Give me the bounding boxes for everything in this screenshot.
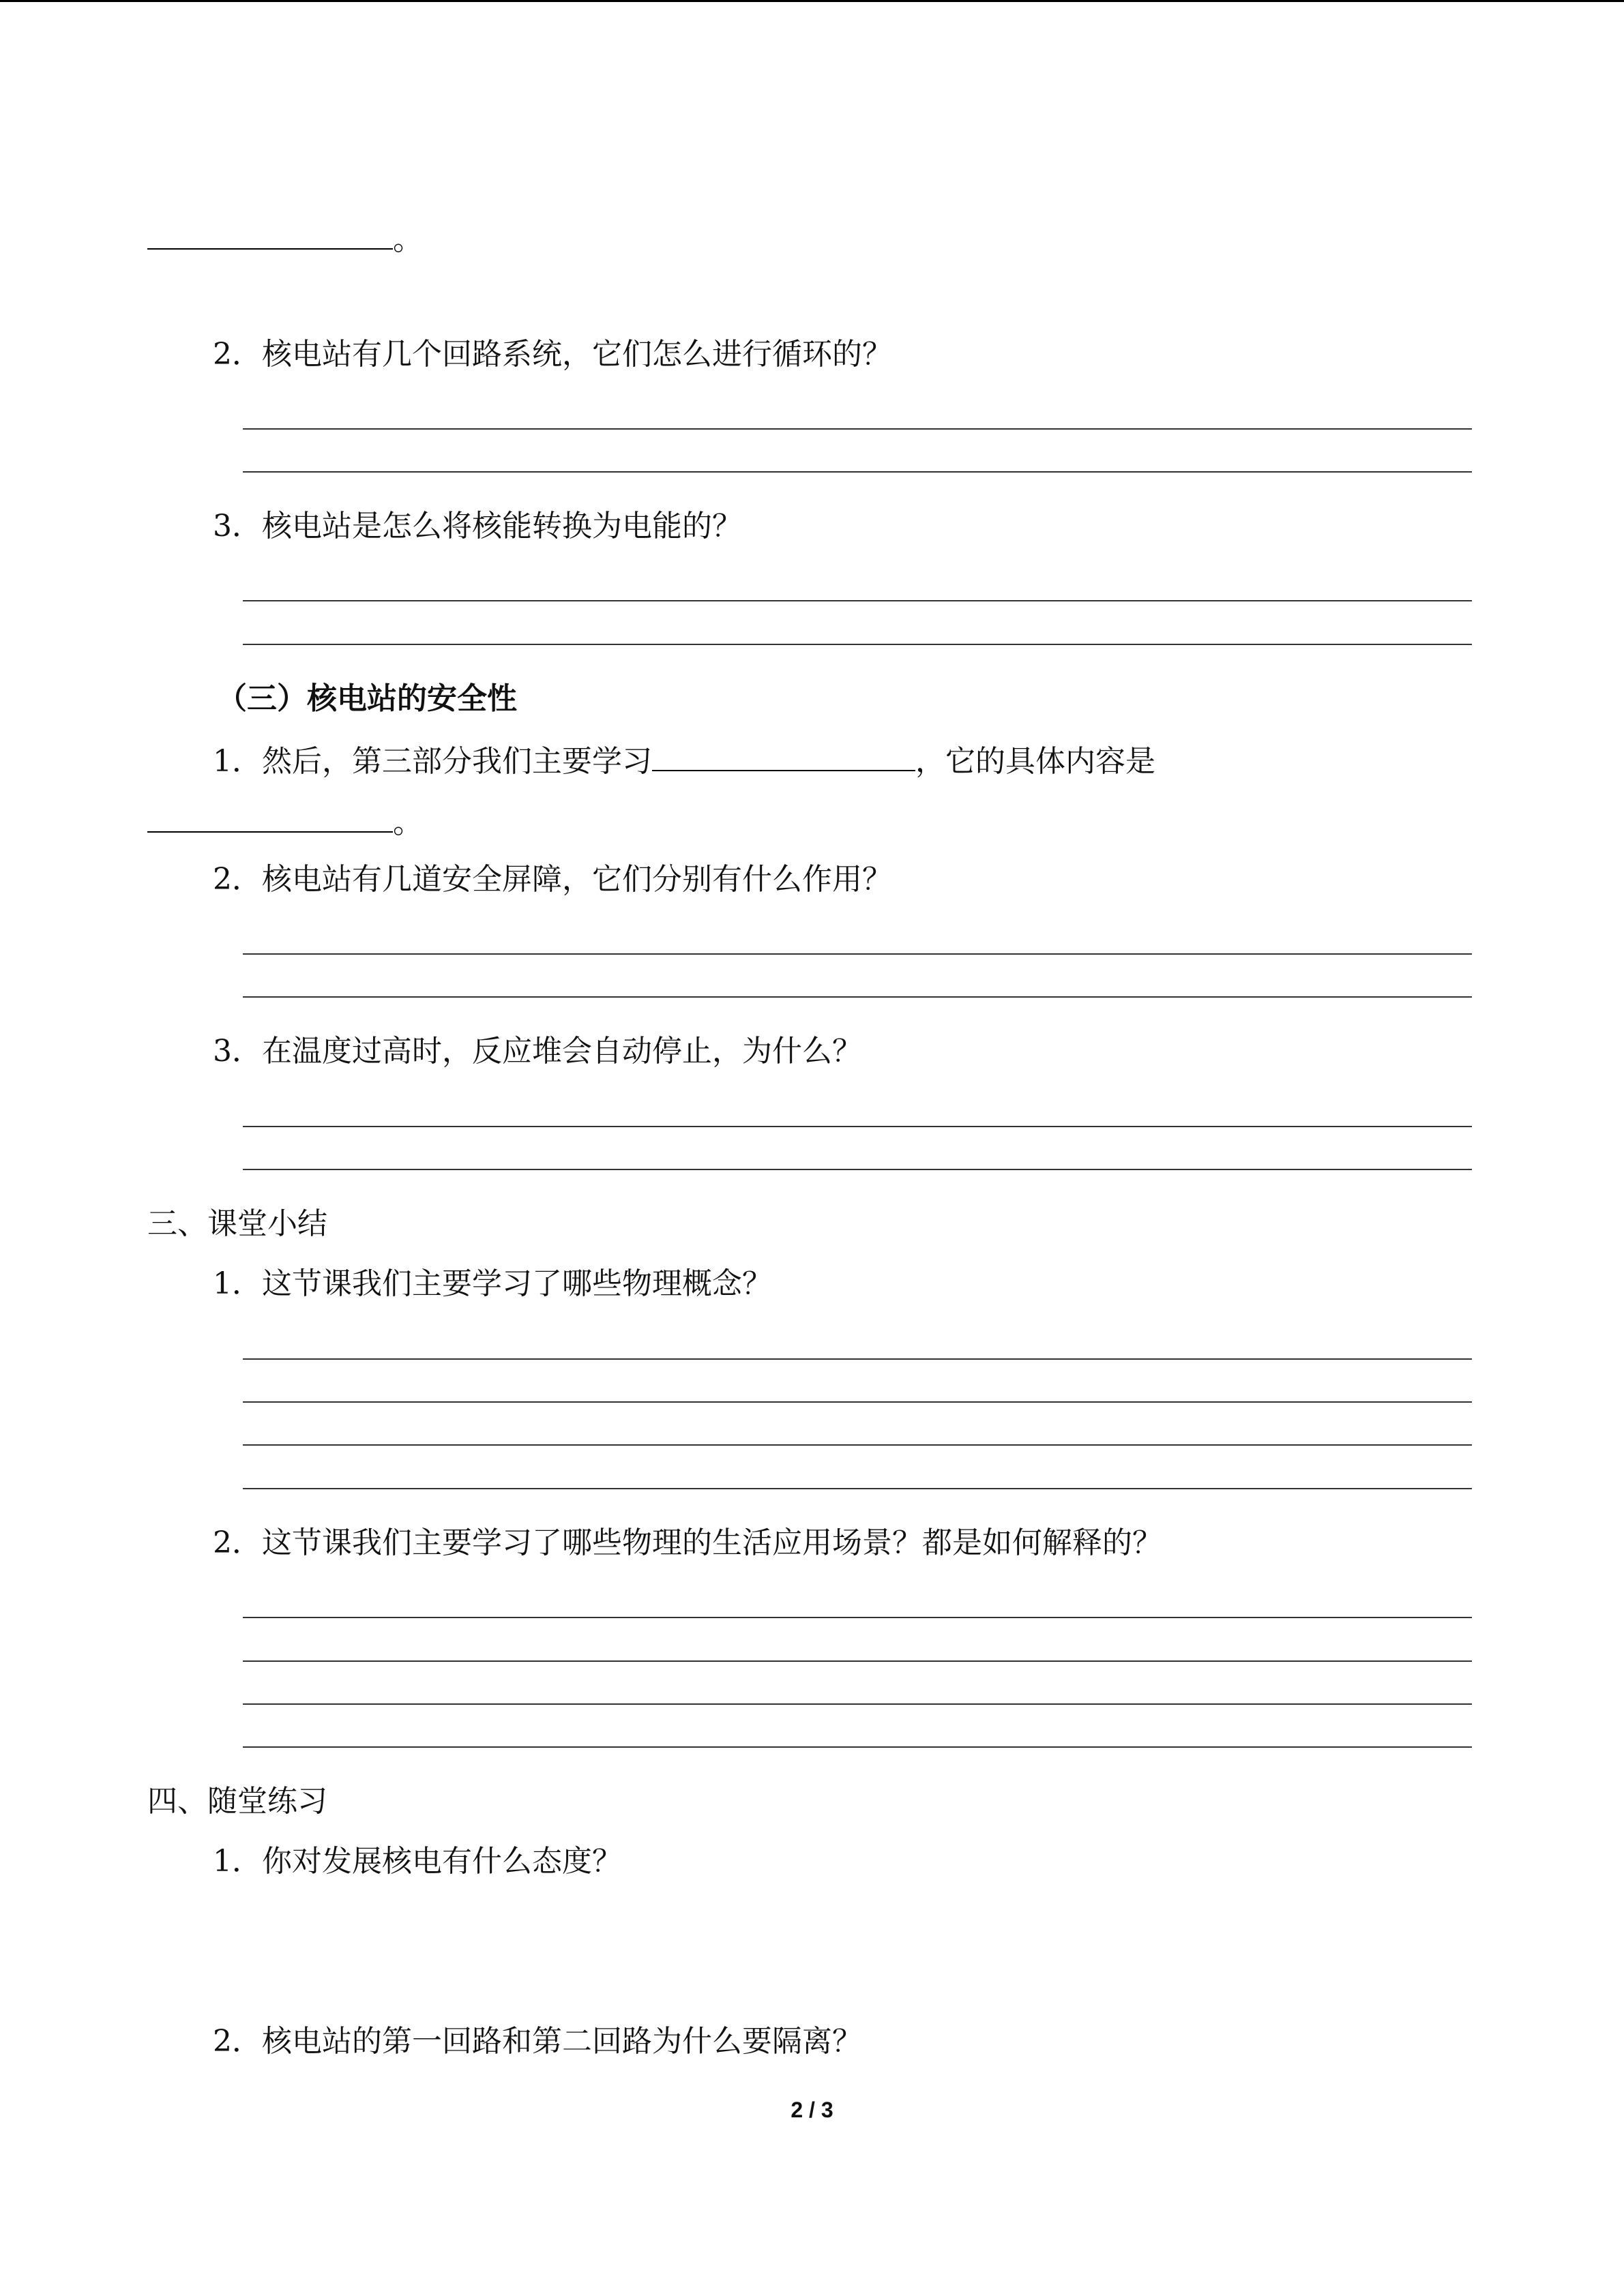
question-text: 3．在温度过高时，反应堆会自动停止，为什么？ [213, 1034, 862, 1069]
answer-line[interactable] [243, 1358, 1472, 1360]
answer-line[interactable] [243, 996, 1472, 998]
question-text: 2．核电站有几道安全屏障，它们分别有什么作用？ [213, 862, 892, 897]
answer-line[interactable] [243, 644, 1472, 645]
question-text: 1．这节课我们主要学习了哪些物理概念？ [213, 1266, 772, 1301]
answer-line[interactable] [243, 1660, 1472, 1662]
question-text: 1．然后，第三部分我们主要学习 [213, 744, 652, 779]
question-text: 2．这节课我们主要学习了哪些物理的生活应用场景？都是如何解释的？ [213, 1525, 1162, 1560]
answer-line[interactable] [243, 1169, 1472, 1170]
continuation-line [147, 218, 423, 259]
answer-line[interactable] [243, 1126, 1472, 1127]
answer-line[interactable] [243, 953, 1472, 955]
answer-line[interactable] [243, 428, 1472, 430]
question-text: 3．核电站是怎么将核能转换为电能的？ [213, 509, 742, 543]
section-heading: 三、课堂小结 [147, 1206, 327, 1241]
question-text: 2．核电站有几个回路系统，它们怎么进行循环的？ [213, 337, 892, 372]
answer-line[interactable] [243, 1617, 1472, 1618]
answer-line[interactable] [243, 1444, 1472, 1446]
end-mark: 。 [393, 222, 423, 257]
answer-line[interactable] [243, 471, 1472, 473]
end-mark: 。 [393, 805, 423, 840]
fill-blank[interactable] [147, 801, 393, 833]
fill-blank[interactable] [652, 740, 915, 771]
answer-line[interactable] [243, 600, 1472, 601]
answer-line[interactable] [243, 1488, 1472, 1489]
answer-line[interactable] [243, 1703, 1472, 1705]
section-heading: 四、随堂练习 [147, 1784, 327, 1819]
answer-line[interactable] [243, 1401, 1472, 1403]
fill-blank[interactable] [147, 218, 393, 250]
section-heading: （三）核电站的安全性 [217, 681, 517, 716]
continuation-line [147, 801, 423, 842]
question-text: 1．你对发展核电有什么态度？ [213, 1844, 622, 1879]
question-text: 2．核电站的第一回路和第二回路为什么要隔离？ [213, 2024, 862, 2059]
fill-in-question [213, 740, 1155, 781]
page-top-border [0, 0, 1624, 2]
question-text: ，它的具体内容是 [915, 744, 1155, 779]
page-number: 2 / 3 [791, 2098, 833, 2122]
answer-line[interactable] [243, 1746, 1472, 1748]
